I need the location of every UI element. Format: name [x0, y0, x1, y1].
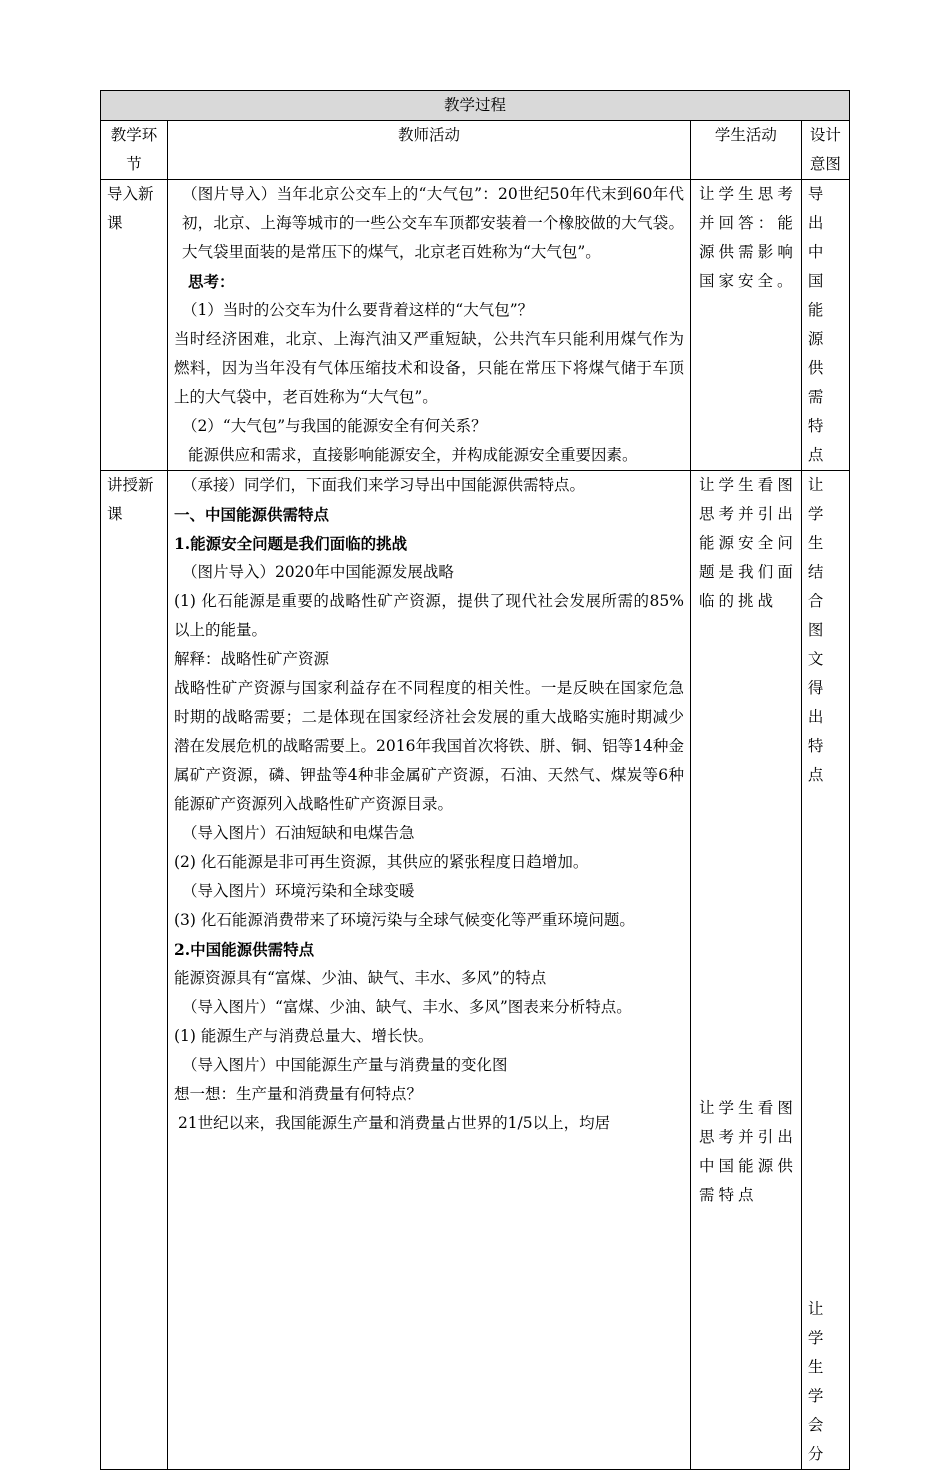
student-activity-2: 让学生看图思考并引出中国能源供需特点 [698, 1099, 797, 1204]
student-activity-lecture [690, 471, 801, 1470]
table-title: 教学过程 [101, 91, 850, 121]
image-intro-chart: （导入图片）“富煤、少油、缺气、丰水、多风”图表来分析特点。 [181, 998, 632, 1016]
explain-text: 战略性矿产资源与国家利益存在不同程度的相关性。一是反映在国家危急时期的战略需要；二是体现在国家经济社会发展的重大战略实施时期减少潜在发展危机的战略需要上。2016年我国首次将铁、胼、铜、铝等14种金属矿产资源，磷、钾盐等4种非金属矿产资源，石油、天然气、煤炭等6种能源矿产资源列入战略性矿产资源目录。 [173, 679, 684, 813]
table-row-lecture [101, 471, 850, 1470]
header-teacher: 教师活动 [167, 121, 690, 180]
image-intro-production: （导入图片）中国能源生产量与消费量的变化图 [181, 1056, 508, 1074]
design-intent-2: 让学生学会分 [807, 1300, 834, 1463]
stage-intro: 导入新课 [101, 180, 168, 471]
table-title-row [101, 91, 850, 121]
design-intent-lecture [801, 471, 849, 1470]
image-intro-pollution: （导入图片）环境污染和全球变暖 [181, 882, 415, 900]
teaching-process-table [100, 90, 850, 1470]
question-1: （1）当时的公交车为什么要背着这样的“大气包”？ [181, 301, 534, 319]
subsection-heading-1: 1.能源安全问题是我们面临的挑战 [173, 534, 408, 553]
header-design: 设计意图 [801, 121, 849, 180]
table-row-intro [101, 180, 850, 471]
design-intent-intro: 导出中国能源供需特点 [801, 180, 849, 471]
student-activity-1: 让学生看图思考并引出能源安全问题是我们面临的挑战 [698, 476, 797, 610]
answer-1: 当时经济困难，北京、上海汽油又严重短缺，公共汽车只能利用煤气作为燃料，因为当年没有气体压缩技术和设备，只能在常压下将煤气储于车顶上的大气袋中，老百姓称为“大气包”。 [173, 330, 684, 406]
transition-text: （承接）同学们，下面我们来学习导出中国能源供需特点。 [181, 476, 585, 494]
think-heading: 思考： [187, 272, 235, 291]
image-intro-shortage: （导入图片）石油短缺和电煤告急 [181, 824, 415, 842]
answer-text: 21世纪以来，我国能源生产量和消费量占世界的1/5以上，均居 [177, 1114, 611, 1132]
answer-2: 能源供应和需求，直接影响能源安全，并构成能源安全重要因素。 [187, 446, 638, 464]
question-2: （2）“大气包”与我国的能源安全有何关系？ [181, 417, 487, 435]
resource-feature: 能源资源具有“富煤、少油、缺气、丰水、多风”的特点 [173, 969, 547, 987]
design-intent-1: 让学生结合图文得出特点 [807, 476, 834, 784]
student-activity-intro: 让学生思考并回答：能源供需影响国家安全。 [690, 180, 801, 471]
subsection-heading-2: 2.中国能源供需特点 [173, 940, 315, 959]
stage-lecture: 讲授新课 [101, 471, 168, 1470]
point-2: (2) 化石能源是非可再生资源，其供应的紧张程度日趋增加。 [173, 853, 589, 871]
intro-text: （图片导入）当年北京公交车上的“大气包”：20世纪50年代末到60年代初，北京、上海等城市的一些公交车车顶都安装着一个橡胶做的大气袋。大气袋里面装的是常压下的煤气，北京老百姓称为“大气包”。 [181, 185, 684, 261]
image-intro-strategy: （图片导入）2020年中国能源发展战略 [181, 563, 454, 581]
point-1: (1) 化石能源是重要的战略性矿产资源，提供了现代社会发展所需的85%以上的能量。 [173, 592, 684, 639]
header-stage: 教学环节 [101, 121, 168, 180]
point-3: (3) 化石能源消费带来了环境污染与全球气候变化等严重环境问题。 [173, 911, 635, 929]
table-header-row [101, 121, 850, 180]
teacher-activity-intro [167, 180, 690, 471]
section-heading-1: 一、中国能源供需特点 [173, 505, 329, 524]
header-student: 学生活动 [690, 121, 801, 180]
explain-label: 解释：战略性矿产资源 [173, 650, 329, 668]
feature-1: (1) 能源生产与消费总量大、增长快。 [173, 1027, 434, 1045]
think-question: 想一想：生产量和消费量有何特点？ [173, 1085, 422, 1103]
teacher-activity-lecture [167, 471, 690, 1470]
